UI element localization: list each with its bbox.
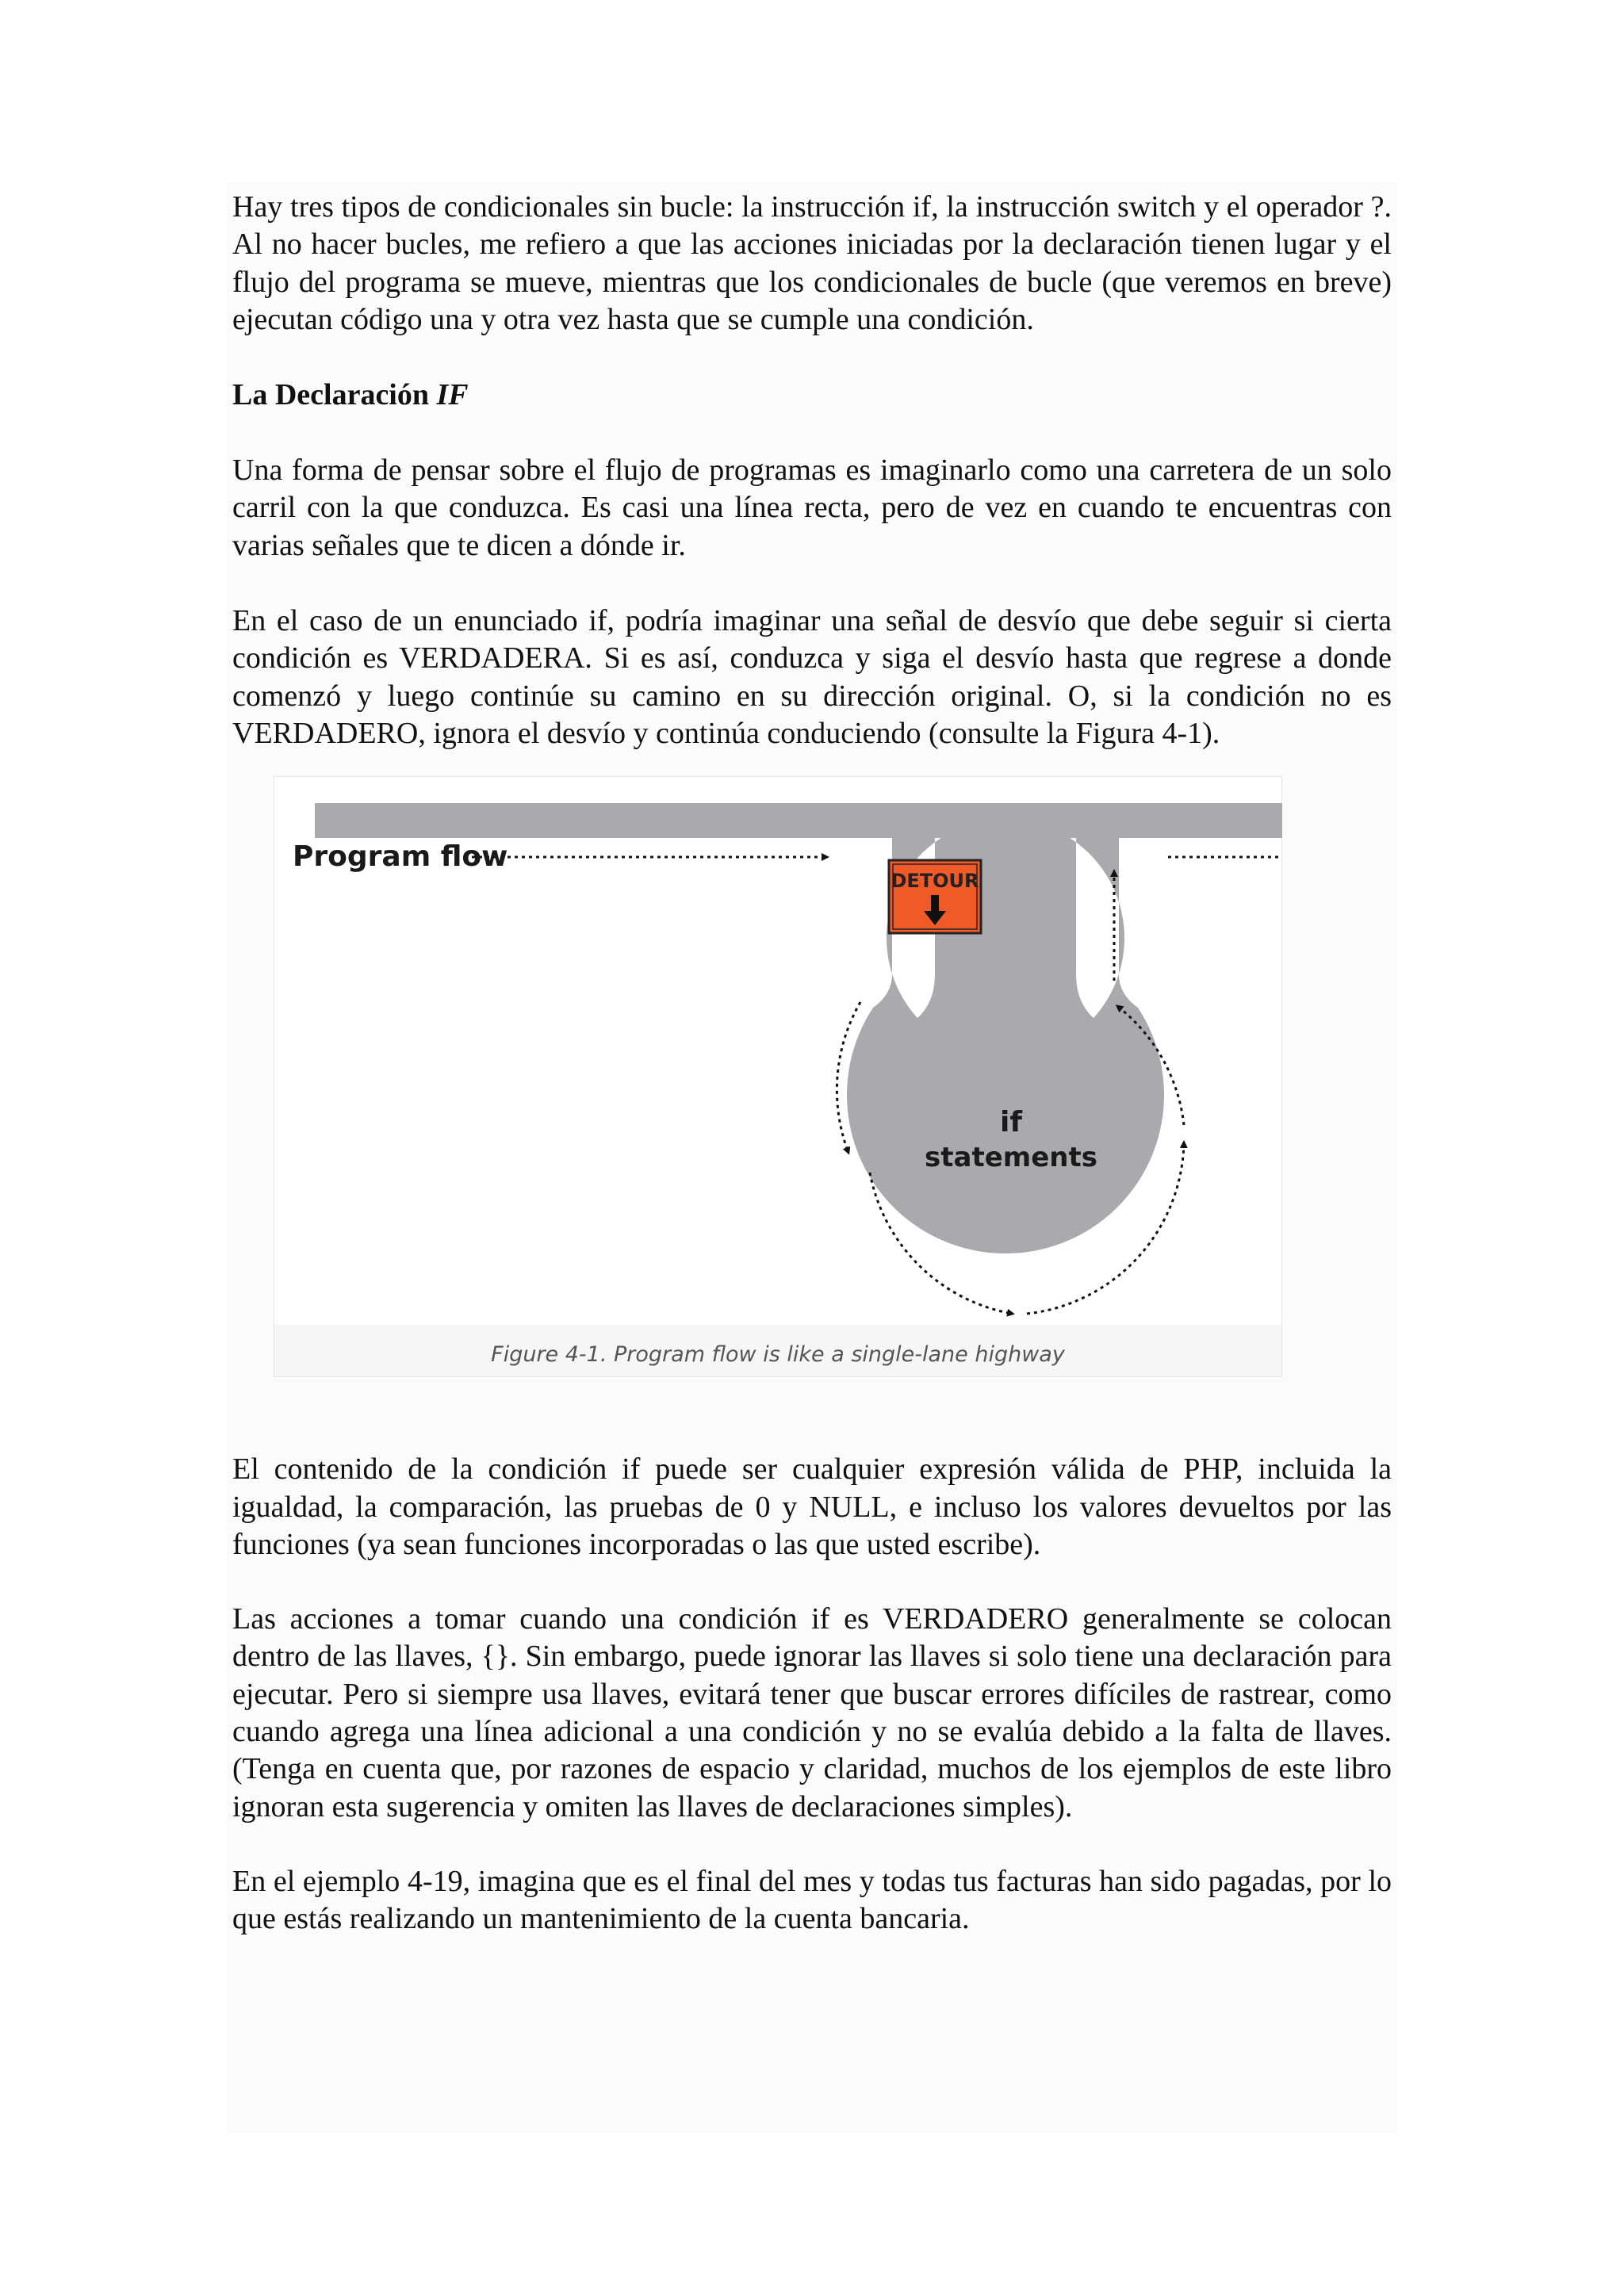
figure-program-flow bbox=[274, 776, 1282, 1377]
document-body bbox=[232, 189, 1392, 1938]
figure-diagram bbox=[274, 776, 1282, 1377]
paragraph-conditionals-intro: Hay tres tipos de condicionales sin bucle: la instrucción if, la instrucción switch y el operador ?. Al no hacer bucles, me refiero a que las acciones iniciadas por la declaración tienen lugar y el flujo del programa se mueve, mientras que los condicionales de bucle (que veremos en breve) ejecutan código una y otra vez hasta que se cumple una condición. bbox=[232, 190, 1392, 336]
detour-label: DETOUR bbox=[891, 870, 979, 893]
section-heading bbox=[232, 377, 1392, 414]
paragraph-program-flow: Una forma de pensar sobre el flujo de programas es imaginarlo como una carretera de un solo carril con la que conduzca. Es casi una línea recta, pero de vez en cuando te encuentras con varias señales que te dicen a dónde ir. bbox=[232, 453, 1392, 562]
figure-caption: Figure 4-1. Program flow is like a single-lane highway bbox=[491, 1342, 1065, 1368]
detour-sign bbox=[889, 860, 981, 933]
paragraph-detour: En el caso de un enunciado if, podría imaginar una señal de desvío que debe seguir si cierta condición es VERDADERA. Si es así, conduzca y siga el desvío hasta que regrese a donde comenzó y luego continúe su camino en su dirección original. O, si la condición no es VERDADERO, ignora el desvío y continúa conduciendo (consulte la Figura 4-1). bbox=[232, 604, 1392, 750]
paragraph-braces: Las acciones a tomar cuando una condición if es VERDADERO generalmente se colocan dentro de las llaves, {}. Sin embargo, puede ignorar las llaves si solo tiene una declaración para ejecutar. Pero si siempre usa llaves, evitará tener que buscar errores difíciles de rastrear, como cuando agrega una línea adicional a una condición y no se evalúa debido a la falta de llaves. (Tenga en cuenta que, por razones de espacio y claridad, muchos de los ejemplos de este libro ignoran esta sugerencia y omiten las llaves de declaraciones simples). bbox=[232, 1602, 1392, 1823]
loop-label-if: if bbox=[999, 1106, 1023, 1139]
heading-text: La Declaración bbox=[232, 378, 437, 412]
heading-keyword: IF bbox=[436, 378, 469, 412]
paragraph-if-condition: El contenido de la condición if puede ser cualquier expresión válida de PHP, incluida la igualdad, la comparación, las pruebas de 0 y NULL, e incluso los valores devueltos por las funciones (ya sean funciones incorporadas o las que usted escribe). bbox=[232, 1452, 1392, 1561]
program-flow-label: Program flow bbox=[293, 840, 508, 874]
loop-label-statements: statements bbox=[925, 1142, 1097, 1174]
paragraph-example: En el ejemplo 4-19, imagina que es el final del mes y todas tus facturas han sido pagadas, por lo que estás realizando un mantenimiento de la cuenta bancaria. bbox=[232, 1864, 1392, 1936]
